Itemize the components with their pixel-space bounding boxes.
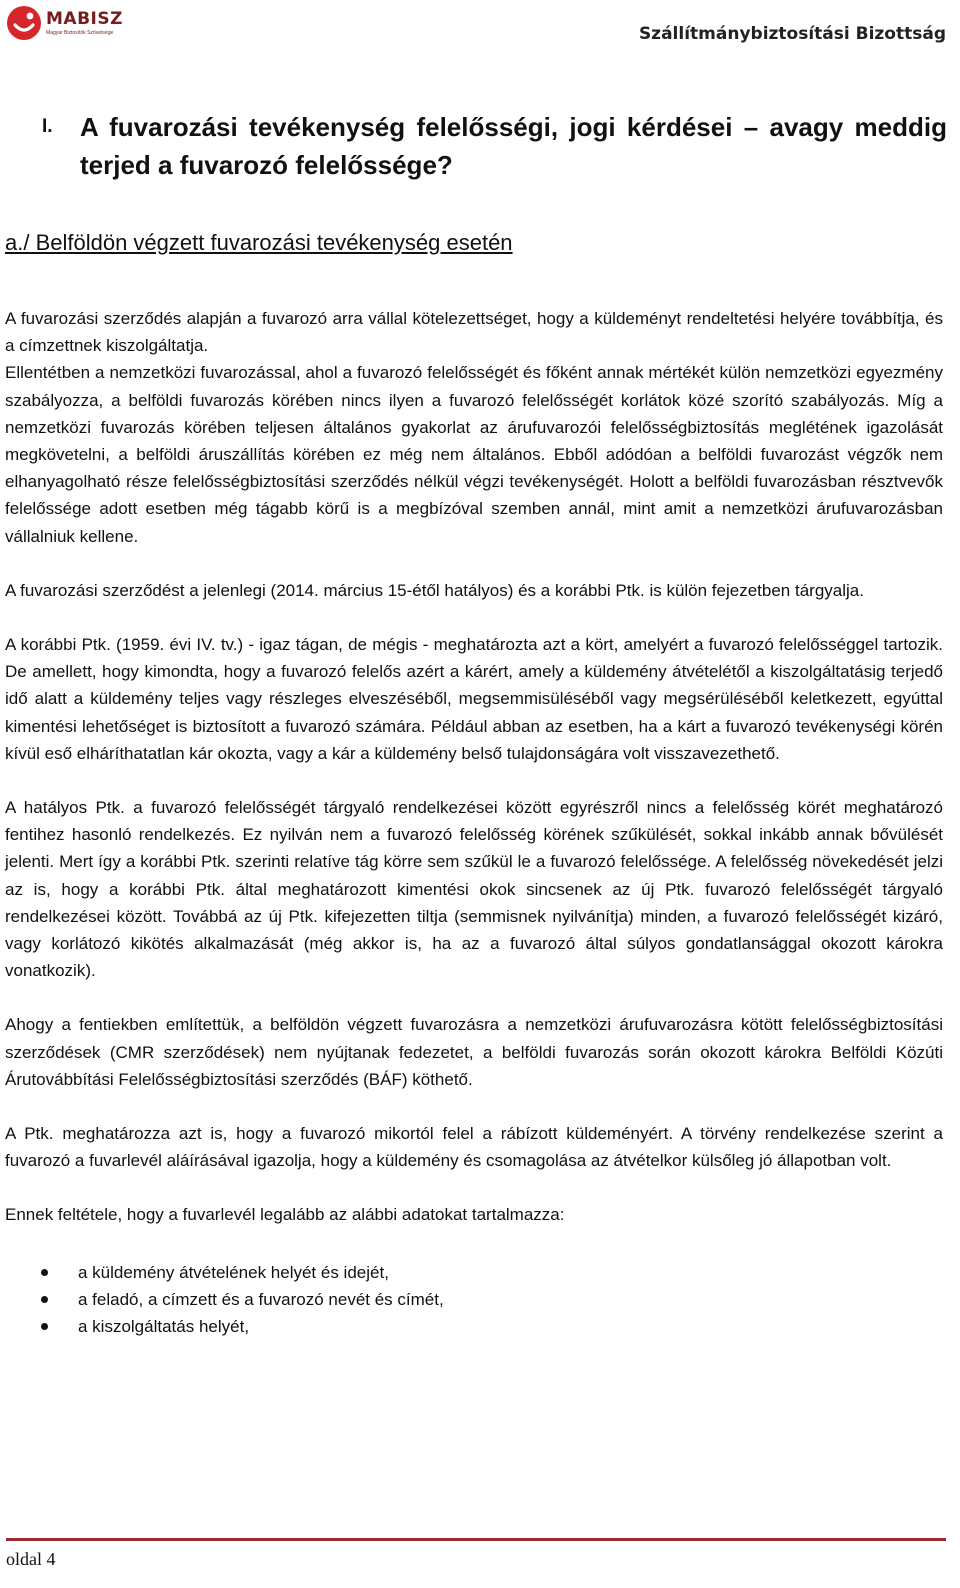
chapter-title: A fuvarozási tevékenység felelősségi, jogi kérdései – avagy meddig terjed a fuvarozó felelőssége? xyxy=(80,112,947,180)
paragraph: A Ptk. meghatározza azt is, hogy a fuvarozó mikortól felel a rábízott küldeményért. A törvény rendelkezése szerint a fuvarozó a fuvarlevél aláírásával igazolja, hogy a küldemény és csomagolása az átvételkor külsőleg jó állapotban volt. xyxy=(5,1124,943,1171)
header-title: Szállítmánybiztosítási Bizottság xyxy=(638,24,946,44)
page-number: oldal 4 xyxy=(6,1549,56,1569)
paragraph: Ellentétben a nemzetközi fuvarozással, ahol a fuvarozó felelősségét és főként annak mértékét külön nemzetközi egyezmény szabályozza, a belföldi fuvarozás körében nincs ilyen a fuvarozó felelősségét korlátok közé szorító szabályozás. Míg a nemzetközi fuvarozás körében teljesen általános gyakorlat az árufuvarozói felelősségbiztosítás meglétének igazolását megkövetelni, a belföldi áruszállítás körében ez még nem általános. Ebből adódóan a belföldi fuvarozást végzők nem elhanyagolható része felelősségbiztosítási szerződés nélkül végzi tevékenységét. Holott a belföldi fuvarozásban résztvevők felelőssége adott esetben még tágabb körű is a megbízóval szemben annál, mint amit a nemzetközi árufuvarozásban vállalniuk kellene. xyxy=(5,363,943,546)
logo-name: MABISZ xyxy=(46,9,123,29)
paragraph: A fuvarozási szerződés alapján a fuvarozó arra vállal kötelezettséget, hogy a küldeményt rendeltetési helyére továbbítja, és a címzettnek kiszolgáltatja. xyxy=(5,309,943,356)
paragraph: A fuvarozási szerződést a jelenlegi (2014. március 15-étől hatályos) és a korábbi Ptk. is külön fejezetben tárgyalja. xyxy=(5,580,864,600)
mabisz-logo-icon xyxy=(6,5,42,41)
bullet-icon xyxy=(41,1296,48,1303)
logo-subtitle: Magyar Biztosítók Szövetsége xyxy=(46,30,114,36)
list-item xyxy=(5,1259,943,1286)
bullet-list xyxy=(5,1259,943,1341)
list-item xyxy=(5,1286,943,1313)
paragraph: A korábbi Ptk. (1959. évi IV. tv.) - igaz tágan, de mégis - meghatározta azt a kört, amelyért a fuvarozó felelősséggel tartozik. De amellett, hogy kimondta, hogy a fuvarozó felelős azért a kárért, amely a küldemény átvételétől a kiszolgáltatásig terjedő idő alatt a küldemény teljes vagy részleges elveszéséből, megsemmisüléséből vagy megsérüléséből keletkezett, egyúttal kimentési lehetőséget is biztosított a fuvarozó számára. Például abban az esetben, ha a kárt a fuvarozó tevékenységi körén kívül eső elháríthatatlan kár okozta, vagy a kár a küldemény belső tulajdonságára volt visszavezethető. xyxy=(5,635,943,763)
chapter-heading xyxy=(42,108,947,184)
paragraph: Ennek feltétele, hogy a fuvarlevél legalább az alábbi adatokat tartalmazza: xyxy=(5,1205,565,1225)
page-footer xyxy=(0,1530,960,1588)
mabisz-logo xyxy=(6,5,123,43)
list-item-text: a feladó, a címzett és a fuvarozó nevét és címét, xyxy=(78,1289,444,1309)
paragraph: A hatályos Ptk. a fuvarozó felelősségét tárgyaló rendelkezései között egyrészről nincs a felelősség körét meghatározó fentihez hasonló rendelkezés. Ez nyilván nem a fuvarozó felelősség körének szűkülését, sokkal inkább annak bővülését jelenti. Mert így a korábbi Ptk. szerinti relatíve tág körre sem szűkül le a fuvarozó felelőssége. A felelősség növekedését jelzi az is, hogy a korábbi Ptk. által meghatározott kimentési okok sincsenek az új Ptk. fuvarozó felelősségét tárgyaló rendelkezései között. Továbbá az új Ptk. kifejezetten tiltja (semmisnek nyilvánítja) minden, a fuvarozó felelősségét kizáró, vagy korlátozó kikötés alkalmazását (még akkor is, ha az a fuvarozó által súlyos gondatlansággal okozott károkra vonatkozik). xyxy=(5,798,943,981)
list-item-text: a kiszolgáltatás helyét, xyxy=(78,1317,250,1337)
chapter-number: I. xyxy=(42,116,53,137)
list-item-text: a küldemény átvételének helyét és idejét, xyxy=(78,1262,389,1282)
footer-divider xyxy=(6,1538,946,1541)
page-header xyxy=(0,0,960,58)
bullet-icon xyxy=(41,1323,48,1330)
list-item xyxy=(5,1313,943,1340)
body-text xyxy=(5,305,943,1340)
paragraph: Ahogy a fentiekben említettük, a belföldön végzett fuvarozásra a nemzetközi árufuvarozásra kötött felelősségbiztosítási szerződések (CMR szerződések) nem nyújtanak fedezetet, a belföldi fuvarozás során okozott károkra Belföldi Közúti Árutovábbítási Felelősségbiztosítási szerződés (BÁF) köthető. xyxy=(5,1015,943,1089)
bullet-icon xyxy=(41,1269,48,1276)
section-heading: a./ Belföldön végzett fuvarozási tevékenység esetén xyxy=(5,230,513,255)
